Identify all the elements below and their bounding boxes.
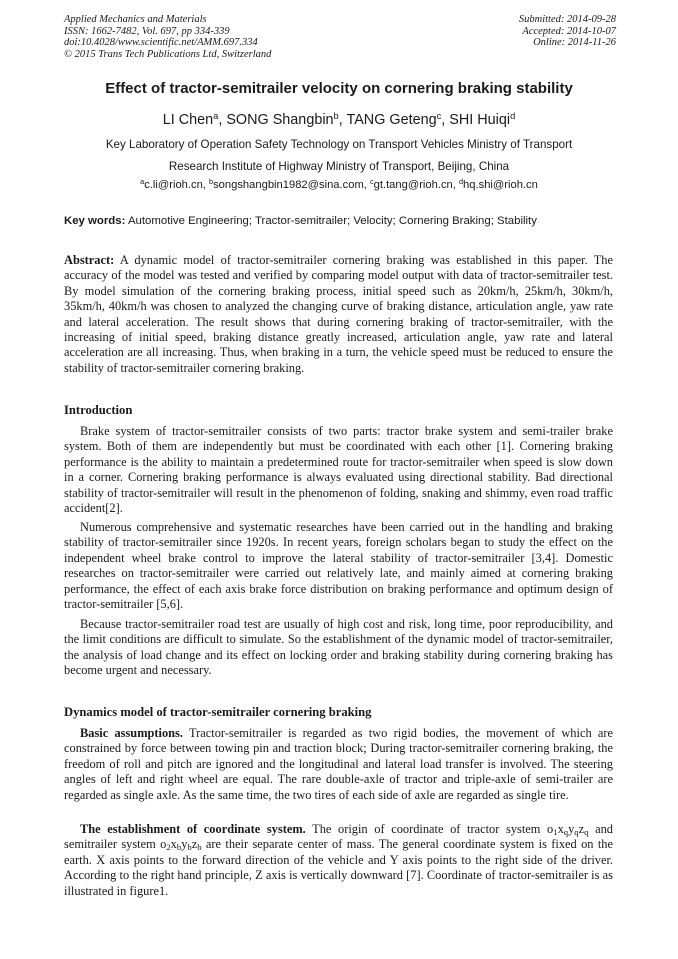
author-emails — [30, 179, 648, 191]
basic-assumptions-text: Tractor-semitrailer is regarded as two rigid bodies, the movement of which are constrained by force between towing pin and traction block; During tractor-semitrailer cornering braking, the freedom of roll and pitch are ignored and the longitudinal and lateral load transfer is involved. The steering angles of left and right wheel are equal. The rare double-axle of tractor and triple-axle of semi-trailer are regarded as single axle. As the same time, the two tires of each side of axle are regarded as single tire. — [64, 726, 613, 802]
basic-assumptions-label: Basic assumptions. — [80, 726, 183, 740]
intro-paragraph-1: Brake system of tractor-semitrailer consists of two parts: tractor brake system and semi-trailer brake system. Both of them are independently but must be coordinated with each other [1]. Cornering braking performance is the ability to maintain a predetermined route for tractor-semitrailer when speed is slow down in a corner. Cornering braking performance is always evaluated using directional stability. Bad directional stability of tractor-semitrailer will result in the phenomenon of folding, snaking and shimmy, even road traffic accident[2]. — [64, 424, 613, 516]
copyright-line: © 2015 Trans Tech Publications Ltd, Switzerland — [64, 48, 272, 60]
author-list — [40, 112, 638, 128]
intro-paragraph-2: Numerous comprehensive and systematic researches have been carried out in the handling and braking stability of tractor-semitrailer since 1920s. In recent years, foreign scholars began to study the effect on the independent wheel brake control to improve the lateral stability of tractor-semitrailer [3,4]. Domestic researches on tractor-semitrailer were carried out relatively late, and mainly aimed at cornering braking performance, the effect of each axis brake force distribution on braking performance and optimum design of tractor-semitrailer [5,6]. — [64, 520, 613, 612]
email: $^a$c.li@rioh.cn, — [140, 177, 210, 191]
keywords-text: Automotive Engineering; Tractor-semitrailer; Velocity; Cornering Braking; Stability — [125, 215, 537, 227]
coordinate-system-label: The establishment of coordinate system. — [80, 822, 306, 836]
author: LI Chen$^a$, — [162, 110, 227, 128]
author: TANG Geteng$^c$, — [346, 110, 450, 128]
abstract — [64, 253, 613, 376]
submitted-date: Submitted: 2014-09-28 — [518, 14, 616, 25]
introduction-heading: Introduction — [64, 403, 133, 417]
keywords — [64, 215, 616, 227]
affiliation-line-2: Research Institute of Highway Ministry of Transport, Beijing, China — [168, 160, 510, 173]
accepted-date: Accepted: 2014-10-07 — [522, 25, 616, 37]
email: $^d$hq.shi@rioh.cn — [459, 177, 538, 191]
online-date: Online: 2014-11-26 — [533, 37, 616, 49]
basic-assumptions-paragraph — [64, 726, 613, 803]
abstract-text: A dynamic model of tractor-semitrailer cornering braking was established in this paper. The accuracy of the model was tested and verified by comparing model output with data of tractor-semitrailer test. By model simulation of the cornering braking process, initial speed such as 20km/h, 25km/h, 30km/h, 35km/h, 40km/h was chosen to analyzed the changing curve of braking distance, articulation angle, yaw rate and lateral acceleration. The result shows that during cornering braking of tractor-semitrailer, with the increasing of initial speed, braking distance greatly increased, articulation angle, yaw rate and lateral acceleration are all increasing. Thus, when braking in a turn, the vehicle speed must be reduced to ensure the stability of tractor-semitrailer cornering braking. — [64, 253, 613, 375]
author: SONG Shangbin$^b$, — [226, 110, 347, 128]
doi-line: doi:10.4028/www.scientific.net/AMM.697.334 — [64, 37, 258, 49]
dates-header — [519, 14, 616, 49]
issn-line: ISSN: 1662-7482, Vol. 697, pp 334-339 — [64, 25, 230, 37]
dynamics-heading: Dynamics model of tractor-semitrailer cornering braking — [64, 705, 372, 719]
journal-header — [64, 14, 271, 60]
intro-paragraph-3: Because tractor-semitrailer road test are usually of high cost and risk, long time, poor reproducibility, and the limit conditions are difficult to simulate. So the establishment of the dynamic model of tractor-semitrailer, the analysis of load change and its effect on locking order and braking stability during cornering braking has become urgent and necessary. — [64, 617, 613, 678]
email: $^c$gt.tang@rioh.cn, — [369, 177, 459, 191]
abstract-label: Abstract: — [64, 253, 115, 267]
affiliation-line-1: Key Laboratory of Operation Safety Technology on Transport Vehicles Ministry of Transport — [105, 138, 573, 151]
author: SHI Huiqi$^d$ — [449, 110, 516, 128]
paper-title: Effect of tractor-semitrailer velocity on cornering braking stability — [105, 80, 573, 97]
journal-name: Applied Mechanics and Materials — [64, 14, 207, 25]
email: $^b$songshangbin1982@sina.com, — [209, 177, 370, 191]
keywords-label: Key words: — [64, 215, 126, 227]
coordinate-system-paragraph: The establishment of coordinate system. The origin of coordinate of tractor system $o_1x_qy_qz_q$ and semitrailer system $o_2x_by_bz_b$ are their separate center of mass. The general coordinate system is fixed on the earth. X axis points to the forward direction of the vehicle and Y axis points to the right side of the driver. According to the right hand principle, Z axis is vertically downward [7]. Coordinate of tractor-semitrailer is as illustrated in figure1. — [64, 822, 613, 898]
